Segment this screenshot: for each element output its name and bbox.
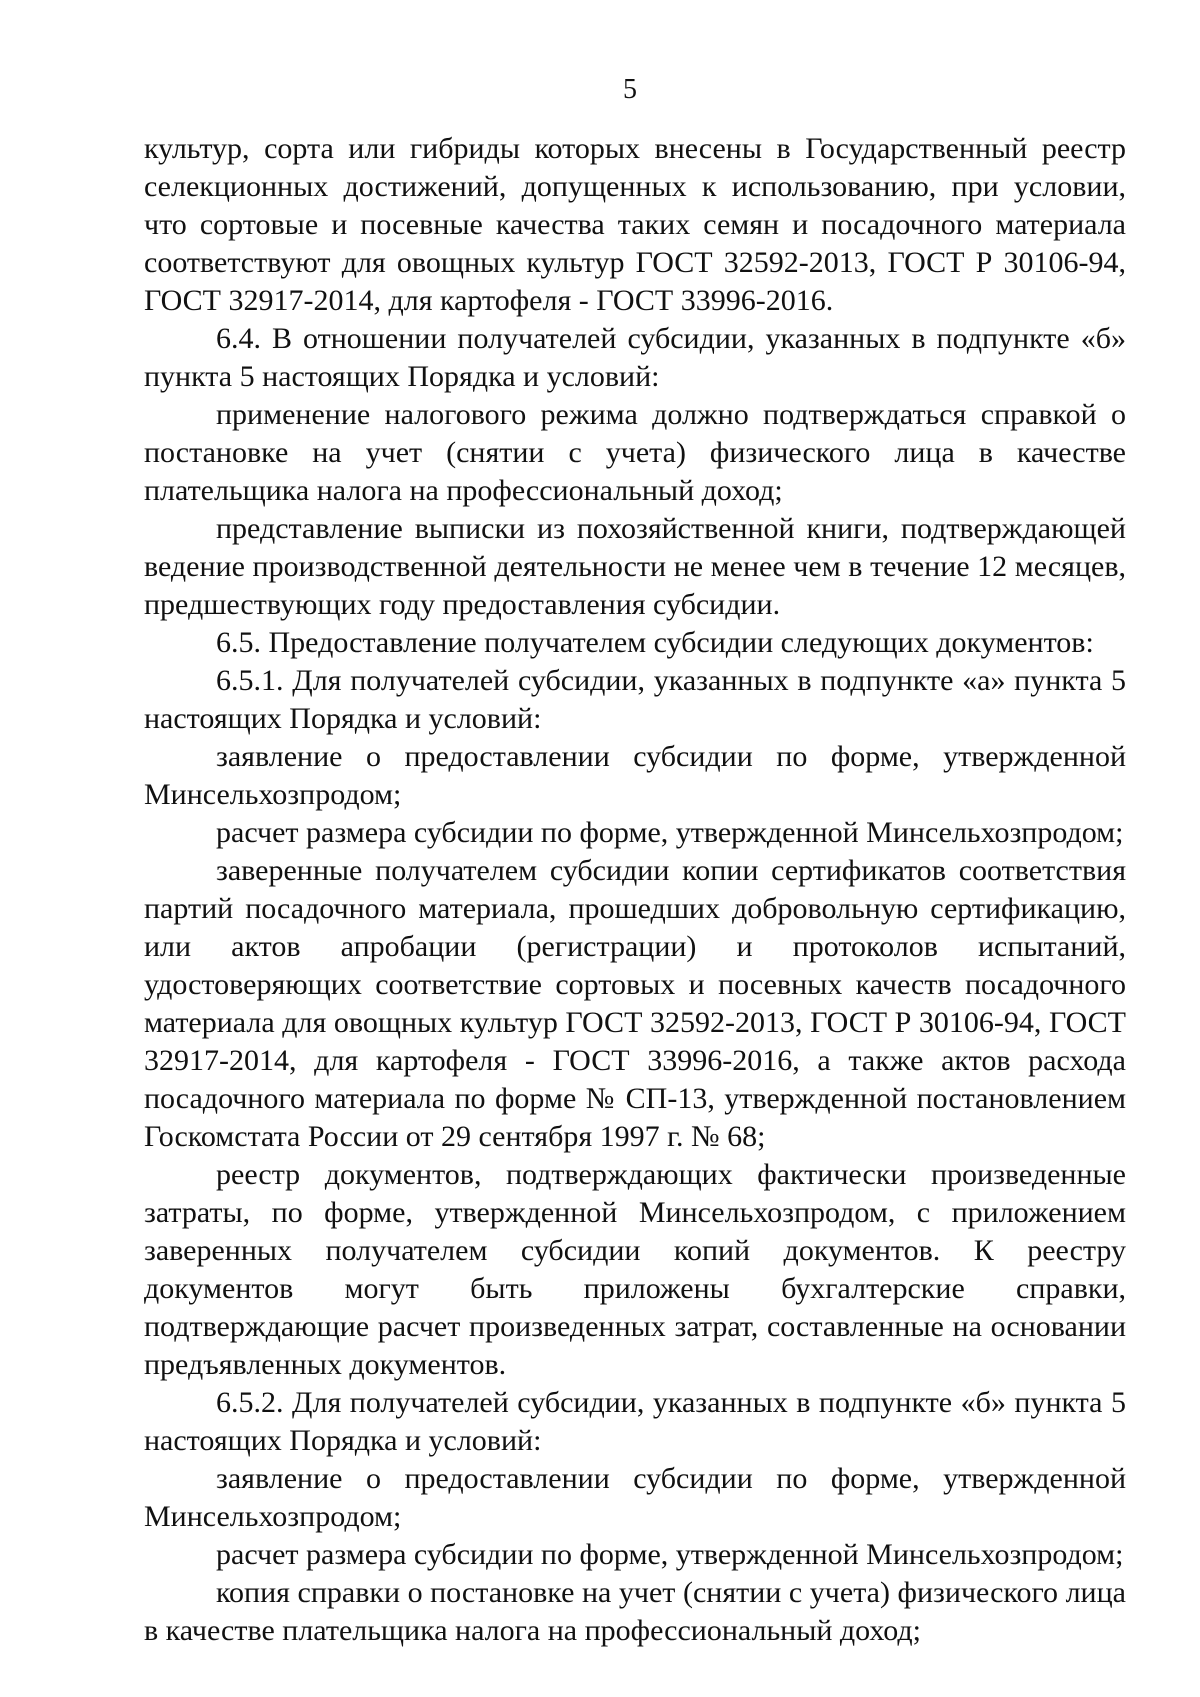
paragraph-6-4: 6.4. В отношении получателей субсидии, указанных в подпункте «б» пункта 5 настоящих Порядка и условий:: [144, 322, 1126, 393]
page-number: 5: [623, 74, 637, 105]
paragraph-calculation-a: расчет размера субсидии по форме, утвержденной Минсельхозпродом;: [216, 816, 1124, 849]
paragraph-application-b: заявление о предоставлении субсидии по форме, утвержденной Минсельхозпродом;: [144, 1462, 1126, 1533]
paragraph-6-5-1: 6.5.1. Для получателей субсидии, указанных в подпункте «а» пункта 5 настоящих Порядка и условий:: [144, 664, 1126, 735]
paragraph-registry: реестр документов, подтверждающих фактически произведенные затраты, по форме, утвержденной Минсельхозпродом, с приложением заверенных получателем субсидии копий документов. К реестру документов могут быть приложены бухгалтерские справки, подтверждающие расчет произведенных затрат, составленные на основании предъявленных документов.: [144, 1158, 1126, 1381]
paragraph-application-a: заявление о предоставлении субсидии по форме, утвержденной Минсельхозпродом;: [144, 740, 1126, 811]
paragraph-continuation: культур, сорта или гибриды которых внесены в Государственный реестр селекционных достижений, допущенных к использованию, при условии, что сортовые и посевные качества таких семян и посадочного материала соответствуют для овощных культур ГОСТ 32592-2013, ГОСТ Р 30106-94, ГОСТ 32917-2014, для картофеля - ГОСТ 33996-2016.: [144, 132, 1126, 317]
paragraph-6-5-2: 6.5.2. Для получателей субсидии, указанных в подпункте «б» пункта 5 настоящих Порядка и условий:: [144, 1386, 1126, 1457]
paragraph-certificates: заверенные получателем субсидии копии сертификатов соответствия партий посадочного материала, прошедших добровольную сертификацию, или актов апробации (регистрации) и протоколов испытаний, удостоверяющих соответствие сортовых и посевных качеств посадочного материала для овощных культур ГОСТ 32592-2013, ГОСТ Р 30106-94, ГОСТ 32917-2014, для картофеля - ГОСТ 33996-2016, а также актов расхода посадочного материала по форме № СП-13, утвержденной постановлением Госкомстата России от 29 сентября 1997 г. № 68;: [144, 854, 1126, 1153]
paragraph-tax-certificate-copy: копия справки о постановке на учет (снятии с учета) физического лица в качестве плательщика налога на профессиональный доход;: [144, 1576, 1126, 1647]
paragraph-household-book: представление выписки из похозяйственной книги, подтверждающей ведение производственной деятельности не менее чем в течение 12 месяцев, предшествующих году предоставления субсидии.: [144, 512, 1126, 621]
paragraph-6-5: 6.5. Предоставление получателем субсидии следующих документов:: [216, 626, 1094, 659]
document-body: [144, 130, 1126, 1650]
paragraph-tax-regime: применение налогового режима должно подтверждаться справкой о постановке на учет (снятии с учета) физического лица в качестве плательщика налога на профессиональный доход;: [144, 398, 1126, 507]
paragraph-calculation-b: расчет размера субсидии по форме, утвержденной Минсельхозпродом;: [216, 1538, 1124, 1571]
